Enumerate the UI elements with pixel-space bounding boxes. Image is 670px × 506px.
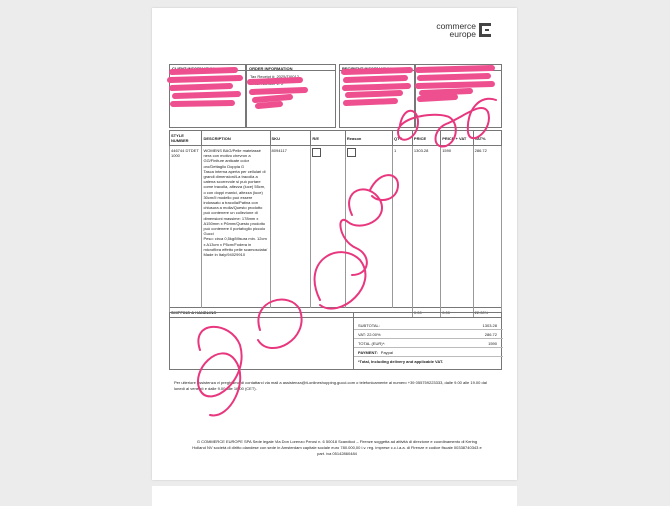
vat-value: 286.72: [484, 332, 497, 337]
return-checkbox[interactable]: [312, 148, 321, 157]
shipping-label: SHIPPING & HANDLING: [170, 308, 413, 318]
shipping-vat: 22.00%: [473, 308, 501, 318]
row-sku: 8094117: [270, 146, 311, 308]
table-row: [170, 146, 502, 308]
logo-line-2: europe: [449, 29, 476, 39]
totals-summary: [353, 313, 503, 369]
row-style-number: 446744 DTDET 1000: [170, 146, 202, 308]
recipient-information-heading: RECIPIENT INFORMATION: [340, 65, 414, 71]
items-table: [169, 130, 502, 318]
company-footer: G COMMERCE EUROPE SPA Sede legale Via Don Lorenzo Perosi n. 6 50018 Scandicci – Firenze soggetta ad attività di direzione e coordinamento di Kering Holland NV società di diritto olandese con sede in Amsterdam capitale sociale euro 780.000,00 i.v. reg. imprese c.c.i.a.a. di Firenze e codice fiscale 00338740343 e part. iva 05142860484: [192, 439, 482, 456]
col-style-number: STYLE NUMBER: [170, 131, 202, 146]
client-information-box: [169, 64, 246, 128]
recipient-information-box: [339, 64, 415, 128]
row-price: 1303.28: [412, 146, 440, 308]
shipping-price: 0.00: [412, 308, 440, 318]
col-return: R/E: [311, 131, 346, 146]
items-table-header: [170, 131, 502, 146]
subtotal-label: SUBTOTAL:: [358, 323, 380, 328]
col-vat: VAT%: [473, 131, 501, 146]
recipient-address-box: [415, 64, 502, 128]
payment-label: PAYMENT:: [358, 350, 378, 355]
row-qty: 1: [393, 146, 413, 308]
col-description: DESCRIPTION: [202, 131, 270, 146]
row-price-vat: 1590: [441, 146, 473, 308]
col-sku: SKU: [270, 131, 311, 146]
row-vat: 286.72: [473, 146, 501, 308]
order-information-box: [246, 64, 336, 128]
client-information-heading: CLIENT INFORMATION: [170, 65, 245, 71]
order-information-heading: ORDER INFORMATION: [247, 65, 335, 71]
recipient-address-heading: RECIPIENT ADDRESS: [416, 65, 501, 71]
logo-mark-icon: [479, 23, 491, 37]
subtotal-value: 1303.28: [482, 323, 497, 328]
order-number: Order Number #: 2: [250, 81, 284, 86]
totals-box: [169, 312, 502, 370]
total-label: TOTAL (EUR)*:: [358, 341, 386, 346]
col-price: PRICE: [412, 131, 440, 146]
col-qty: QTY: [393, 131, 413, 146]
logo-line-1: commerce: [436, 21, 476, 31]
total-value: 1590: [488, 341, 497, 346]
next-page-edge: [152, 486, 517, 506]
payment-value: Paypal: [380, 350, 394, 355]
total-note: *Total, Including delivery and applicable VAT.: [358, 359, 444, 364]
col-price-vat: PRICE + VAT: [441, 131, 473, 146]
assistance-note: Per ulteriore assistenza vi preghiamo di contattarci via mail a assistenza@it-onlineshopping.gucci.com o telefonicamente al numero +39 055759223333, dalle 9.00 alle 19.00 dal lunedì al venerdì e dalle 9.00 alle 18.00 (CET).: [174, 380, 487, 391]
reason-checkbox[interactable]: [347, 148, 356, 157]
invoice-page: [152, 8, 517, 480]
tax-receipt-number: Tax Receipt #: 2025/TI0012: [250, 74, 299, 79]
row-description: WOMENS BAG/Pelle matelassé nera con motivo chevron a GG/Finiture anticate color oro/Dettaglio Doppia G Tasca interna aperta per cellulari di grandi dimensioni/La tracolla a catena scorrevole si può portare come tracolla, altezza (luce) 55cm, o con doppi manici, altezza (luce) 30cm/Il modello può essere indossato a tracolla/Patina con chiusura a molla/Questo prodotto può contenere un collezione di dimensioni massime: 178mm x A150mm x P6mm/Questo prodotto può contenere il portafoglio piccolo Gucci Peso: circa 0,5kg/Misura min. 12cm x A13cm x P5cm/Fodera in microfibra effetto pelle scamosciata/ Made in Italy/94029910: [202, 146, 270, 308]
shipping-price-vat: 0.00: [441, 308, 473, 318]
company-logo: [436, 22, 491, 38]
col-reason: Reason: [345, 131, 392, 146]
vat-label: VAT: 22.00%: [358, 332, 381, 337]
